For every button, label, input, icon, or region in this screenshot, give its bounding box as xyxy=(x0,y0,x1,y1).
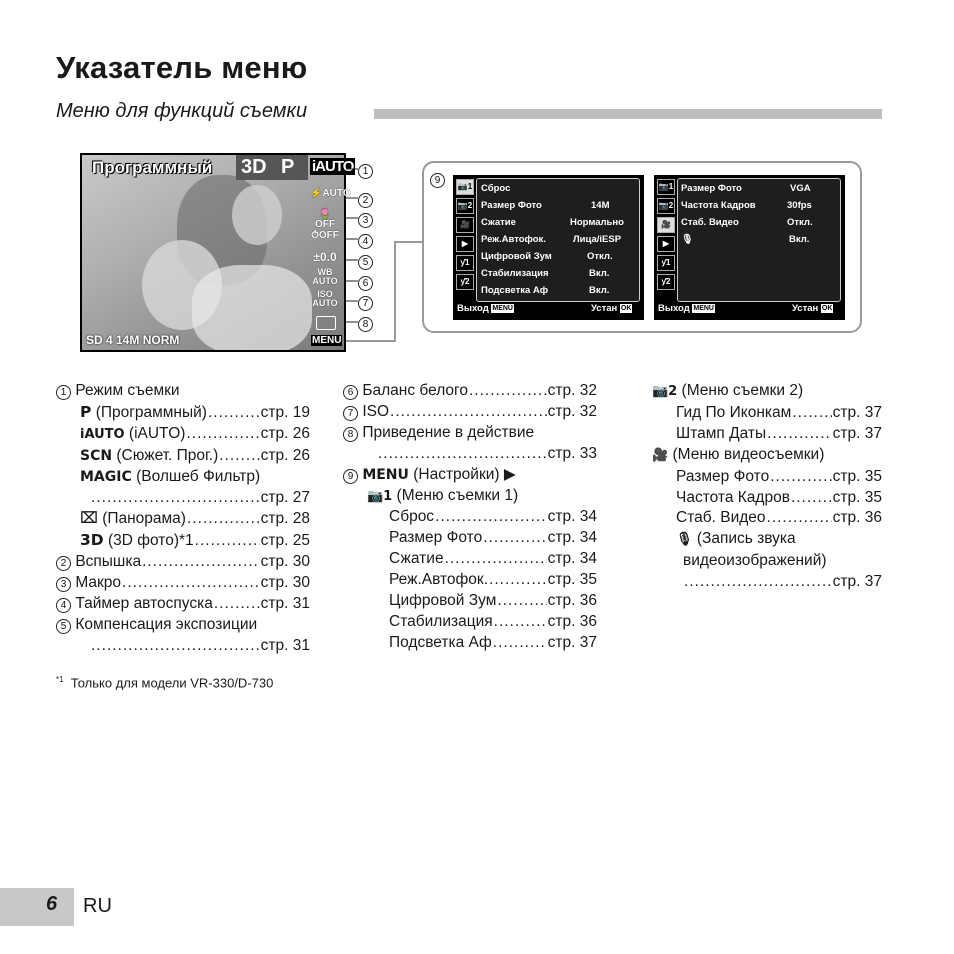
index-entry: Сброс ..... стр. 34 xyxy=(343,507,597,528)
microphone-icon: 🎙 xyxy=(676,532,693,548)
3d-mode-icon: 3D xyxy=(80,531,104,550)
menu1-set-hint: Устан OK xyxy=(591,303,632,314)
program-mode-icon: P xyxy=(80,402,92,421)
index-entry: 8 Приведение в действие xyxy=(343,423,597,444)
mode-3d-icon: 3D xyxy=(241,156,267,178)
menu1-item-digital-zoom[interactable]: Цифровой Зум Откл. xyxy=(481,251,613,262)
index-column-2 xyxy=(343,381,597,654)
index-entry: Стабилизация ..... стр. 36 xyxy=(343,612,597,633)
tab-movie-icon[interactable]: 🎥 xyxy=(657,217,675,233)
menu-icon: MENU xyxy=(362,466,409,483)
index-entry: ⌧ (Панорама) ..... стр. 28 xyxy=(56,508,310,530)
flash-icon: ⚡AUTO xyxy=(310,188,351,199)
index-entry: ..... стр. 37 xyxy=(652,572,882,593)
drive-icon xyxy=(316,316,336,330)
callout-9: 9 xyxy=(430,173,445,188)
callout-1: 1 xyxy=(358,164,373,179)
index-entry: 5 Компенсация экспозиции xyxy=(56,615,310,636)
scene-mode-icon: SCN xyxy=(80,447,113,464)
index-entry: 3 Макро ..... стр. 30 xyxy=(56,573,310,594)
menu1-item-stabilization[interactable]: Стабилизация Вкл. xyxy=(481,268,610,279)
tab-playback-icon[interactable]: ▶ xyxy=(456,236,474,252)
language-code: RU xyxy=(83,895,112,917)
index-entry: 📷2 (Меню съемки 2) xyxy=(652,381,882,403)
index-entry: 📷1 (Меню съемки 1) xyxy=(343,486,597,508)
index-entry: ..... стр. 33 xyxy=(343,444,597,465)
self-timer-icon: ⏱OFF xyxy=(311,230,339,241)
index-entry: видеоизображений) xyxy=(683,552,827,570)
menu2-item-image-size[interactable]: Размер Фото VGA xyxy=(681,183,811,194)
tab-shooting-1-icon[interactable]: 📷1 xyxy=(456,179,474,195)
section-subtitle: Меню для функций съемки xyxy=(56,100,308,122)
tab-playback-icon[interactable]: ▶ xyxy=(657,236,675,252)
menu2-tabs xyxy=(657,179,675,293)
index-entry: 9 MENU (Настройки) ▶ xyxy=(343,465,597,486)
tab-setup-1-icon[interactable]: ƴ1 xyxy=(657,255,675,271)
callout-3: 3 xyxy=(358,213,373,228)
iauto-mode-icon: iAUTO xyxy=(80,426,125,442)
menu1-item-image-size[interactable]: Размер Фото 14M xyxy=(481,200,610,211)
index-entry: Сжатие ..... стр. 34 xyxy=(343,549,597,570)
callout-8: 8 xyxy=(358,317,373,332)
subtitle-rule xyxy=(374,109,882,119)
menu2-item-sound-recording[interactable]: 🎙 Вкл. xyxy=(681,234,810,245)
index-entry: Размер Фото ..... стр. 35 xyxy=(652,467,882,488)
index-entry: 🎙 (Запись звука xyxy=(652,529,882,551)
menu-icon: MENU xyxy=(312,335,342,346)
index-entry: Подсветка Аф ..... стр. 37 xyxy=(343,633,597,654)
movie-menu xyxy=(654,175,845,320)
camera-screen xyxy=(80,153,354,352)
shooting-menu-1 xyxy=(453,175,644,320)
page-title: Указатель меню xyxy=(56,50,308,85)
menu1-item-af-illuminator[interactable]: Подсветка Аф Вкл. xyxy=(481,285,610,296)
index-entry: Стаб. Видео ..... стр. 36 xyxy=(652,508,882,529)
menu1-item-reset[interactable]: Сброс xyxy=(481,183,511,194)
callout-2: 2 xyxy=(358,193,373,208)
callout-5: 5 xyxy=(358,255,373,270)
index-column-1 xyxy=(56,381,310,657)
menu2-exit-hint: Выход MENU xyxy=(658,303,714,314)
index-entry: Штамп Даты ..... стр. 37 xyxy=(652,424,882,445)
index-entry: SCN (Сюжет. Прог.) ..... стр. 26 xyxy=(56,446,310,467)
callout-4: 4 xyxy=(358,234,373,249)
menu1-item-af-mode[interactable]: Реж.Автофок. Лица/iESP xyxy=(481,234,622,245)
tab-shooting-2-icon[interactable]: 📷2 xyxy=(657,198,675,214)
tab-shooting-1-icon[interactable]: 📷1 xyxy=(657,179,675,195)
camera-2-icon: 📷2 xyxy=(652,384,678,399)
wb-icon: WB AUTO xyxy=(312,267,338,286)
footnote: $^{*1}$ Только для модели VR-330/D-730 xyxy=(56,675,274,691)
index-entry: Размер Фото ..... стр. 34 xyxy=(343,528,597,549)
index-entry: 🎥 (Меню видеосъемки) xyxy=(652,445,882,467)
magic-filter-icon: MAGIC xyxy=(80,468,132,485)
menu2-item-frame-rate[interactable]: Частота Кадров 30fps xyxy=(681,200,812,211)
index-entry: ..... стр. 31 xyxy=(56,636,310,657)
index-entry: 1 Режим съемки xyxy=(56,381,310,402)
callout-6: 6 xyxy=(358,276,373,291)
preview-photo xyxy=(82,155,351,350)
tab-movie-icon[interactable]: 🎥 xyxy=(456,217,474,233)
index-entry: 7 ISO ..... стр. 32 xyxy=(343,402,597,423)
shooting-mode-label: Программный xyxy=(92,158,213,177)
menu1-exit-hint: Выход MENU xyxy=(457,303,513,314)
index-entry: Цифровой Зум ..... стр. 36 xyxy=(343,591,597,612)
exposure-icon: ±0.0 xyxy=(313,250,337,264)
index-entry: iAUTO (iAUTO) ..... стр. 26 xyxy=(56,424,310,446)
mode-p-icon: P xyxy=(281,156,295,178)
tab-setup-2-icon[interactable]: ƴ2 xyxy=(456,274,474,290)
index-entry: Реж.Автофок. ..... стр. 35 xyxy=(343,570,597,591)
iso-icon: ISO AUTO xyxy=(312,289,338,308)
tab-setup-1-icon[interactable]: ƴ1 xyxy=(456,255,474,271)
mode-iauto-icon: iAUTO xyxy=(312,158,354,175)
microphone-icon: 🎙 xyxy=(681,234,694,245)
movie-icon: 🎥 xyxy=(652,447,669,463)
index-entry: 3D (3D фото)*1 ..... стр. 25 xyxy=(56,530,310,552)
menu2-set-hint: Устан OK xyxy=(792,303,833,314)
macro-icon: 🌷OFF xyxy=(315,209,335,230)
index-column-3 xyxy=(652,381,882,593)
index-entry: Частота Кадров ..... стр. 35 xyxy=(652,488,882,509)
panorama-icon: ⌧ xyxy=(80,509,98,528)
menu1-item-compression[interactable]: Сжатие Нормально xyxy=(481,217,624,228)
menu2-item-video-stabilization[interactable]: Стаб. Видео Откл. xyxy=(681,217,813,228)
page-number-tab xyxy=(0,888,74,926)
leader-lines xyxy=(340,160,430,350)
callout-7: 7 xyxy=(358,296,373,311)
index-entry: 2 Вспышка ..... стр. 30 xyxy=(56,552,310,573)
index-entry: 6 Баланс белого ..... стр. 32 xyxy=(343,381,597,402)
index-entry: 4 Таймер автоспуска ..... стр. 31 xyxy=(56,594,310,615)
storage-info: SD 4 14M NORM xyxy=(86,333,180,347)
tab-setup-2-icon[interactable]: ƴ2 xyxy=(657,274,675,290)
camera-1-icon: 📷1 xyxy=(367,488,393,504)
index-entry: P (Программный) ..... стр. 19 xyxy=(56,402,310,424)
index-entry: ..... стр. 27 xyxy=(56,488,310,509)
page-number: 6 xyxy=(46,893,58,915)
tab-shooting-2-icon[interactable]: 📷2 xyxy=(456,198,474,214)
index-entry: MAGIC (Волшеб Фильтр) xyxy=(56,467,310,488)
menu1-tabs xyxy=(456,179,474,293)
index-entry: Гид По Иконкам ..... стр. 37 xyxy=(652,403,882,424)
